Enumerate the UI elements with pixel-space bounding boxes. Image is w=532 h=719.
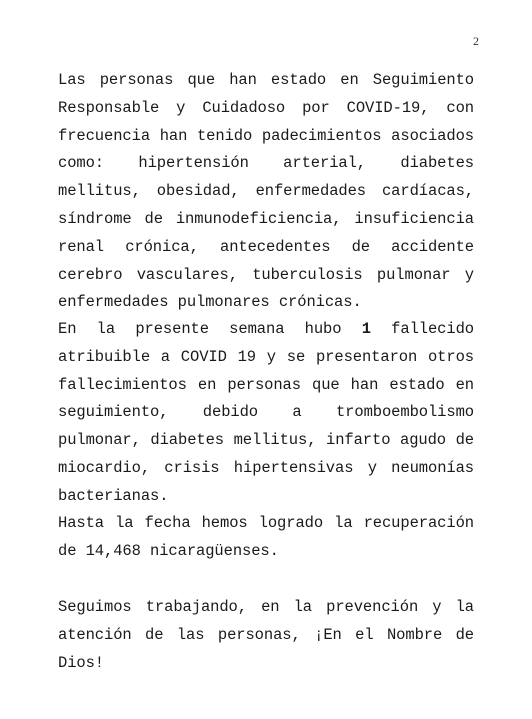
paragraph-deaths-text-end: fallecido atribuible a COVID 19 y se presentaron otros fallecimientos en personas que han estado en seguimiento, debido a tromboembolismo pulmonar, diabetes mellitus, infarto agudo de miocardio, crisis hipertensivas y neumonías bacterianas. bbox=[58, 320, 474, 505]
paragraph-recoveries: Hasta la fecha hemos logrado la recuperación de 14,468 nicaragüenses. bbox=[58, 514, 474, 560]
deaths-count: 1 bbox=[361, 320, 371, 338]
paragraph-deaths bbox=[58, 316, 474, 511]
paragraph-deaths-text-start: En la presente semana hubo bbox=[58, 320, 362, 338]
paragraph-closing: Seguimos trabajando, en la prevención y la atención de las personas, ¡En el Nombre de Dios! bbox=[58, 598, 474, 672]
paragraph-comorbidities: Las personas que han estado en Seguimiento Responsable y Cuidadoso por COVID-19, con frecuencia han tenido padecimientos asociados como: hipertensión arterial, diabetes mellitus, obesidad, enfermedades cardíacas, síndrome de inmunodeficiencia, insuficiencia renal crónica, antecedentes de accidente cerebro vasculares, tuberculosis pulmonar y enfermedades pulmonares crónicas. bbox=[58, 71, 474, 312]
page-number: 2 bbox=[473, 34, 479, 48]
